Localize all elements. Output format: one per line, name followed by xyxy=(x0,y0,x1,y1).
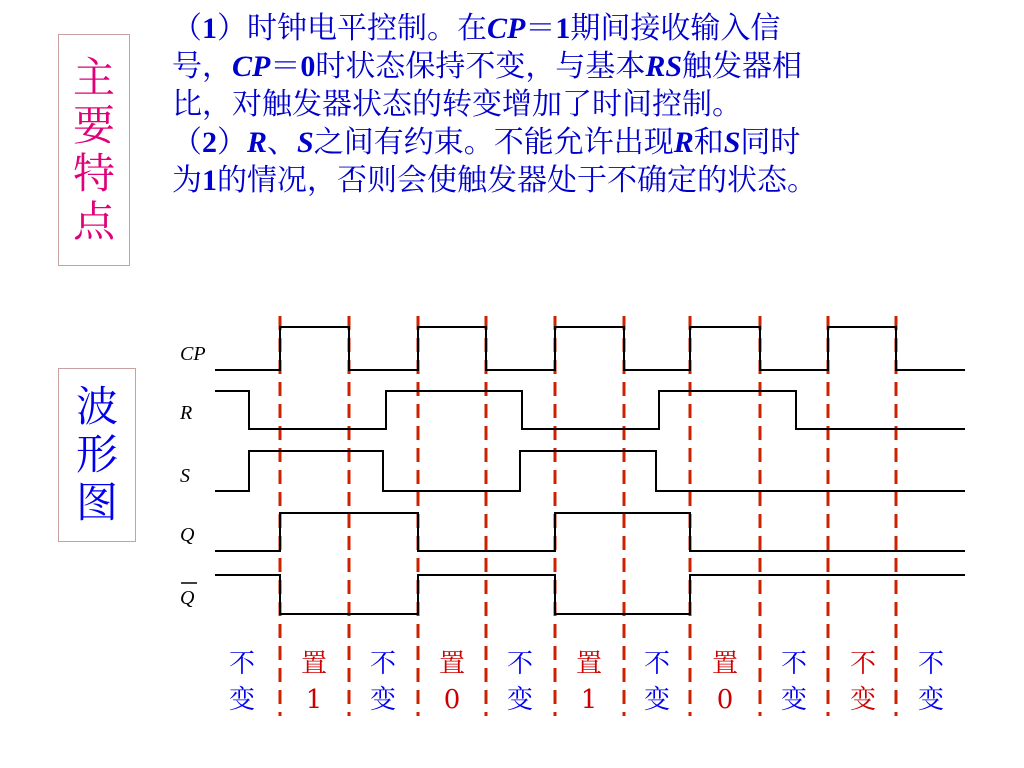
text-line-3: 比，对触发器状态的转变增加了时间控制。 xyxy=(172,87,742,122)
interval-label-top: 置 xyxy=(575,649,603,679)
text-line-5: 为1的情况，否则会使触发器处于不确定的状态。 xyxy=(172,163,817,198)
signal-label-s: S xyxy=(180,465,190,487)
interval-label-bottom: 变 xyxy=(369,685,397,715)
main-features-char: 特 xyxy=(72,149,115,198)
interval-labels xyxy=(229,649,944,715)
s-trace xyxy=(215,451,965,491)
interval-label-top: 不 xyxy=(849,649,877,679)
interval-label-top: 不 xyxy=(506,649,534,679)
interval-label-top: 不 xyxy=(780,649,808,679)
interval-label-bottom: 0 xyxy=(716,685,734,715)
interval-label-top: 不 xyxy=(917,649,945,679)
interval-label-bottom: 变 xyxy=(506,685,534,715)
interval-label-bottom: 变 xyxy=(849,685,877,715)
waveform-char: 形 xyxy=(75,430,118,479)
interval-label-bottom: 变 xyxy=(917,685,945,715)
main-features-char: 主 xyxy=(72,53,115,102)
signal-label-r: R xyxy=(180,402,193,424)
interval-label-top: 置 xyxy=(711,649,739,679)
r-trace xyxy=(215,391,965,429)
interval-label-bottom: 1 xyxy=(580,685,598,715)
main-features-char: 要 xyxy=(72,101,115,150)
cp-trace xyxy=(215,327,965,370)
interval-label-top: 置 xyxy=(300,649,328,679)
main-features-char: 点 xyxy=(72,197,115,246)
interval-label-top: 不 xyxy=(228,649,256,679)
interval-label-bottom: 1 xyxy=(305,685,323,715)
qbar-trace xyxy=(215,575,965,614)
waveform-char: 波 xyxy=(75,382,118,431)
interval-label-bottom: 变 xyxy=(643,685,671,715)
signal-label-cp: CP xyxy=(180,343,206,365)
interval-label-bottom: 变 xyxy=(228,685,256,715)
signal-label-qbar: Q xyxy=(180,587,195,609)
interval-label-top: 不 xyxy=(369,649,397,679)
signal-traces xyxy=(215,327,965,614)
text-line-1: （1）时钟电平控制。在CP＝1期间接收输入信 xyxy=(172,11,781,46)
signal-labels xyxy=(179,343,206,609)
interval-label-bottom: 0 xyxy=(443,685,461,715)
interval-label-top: 不 xyxy=(643,649,671,679)
text-line-2: 号，CP＝0时状态保持不变，与基本RS触发器相 xyxy=(172,49,803,84)
text-line-4: （2）R、S之间有约束。不能允许出现R和S同时 xyxy=(172,125,801,160)
waveform-char: 图 xyxy=(75,478,118,527)
signal-label-q: Q xyxy=(180,524,195,546)
q-trace xyxy=(215,513,965,551)
interval-label-top: 置 xyxy=(438,649,466,679)
interval-label-bottom: 变 xyxy=(780,685,808,715)
